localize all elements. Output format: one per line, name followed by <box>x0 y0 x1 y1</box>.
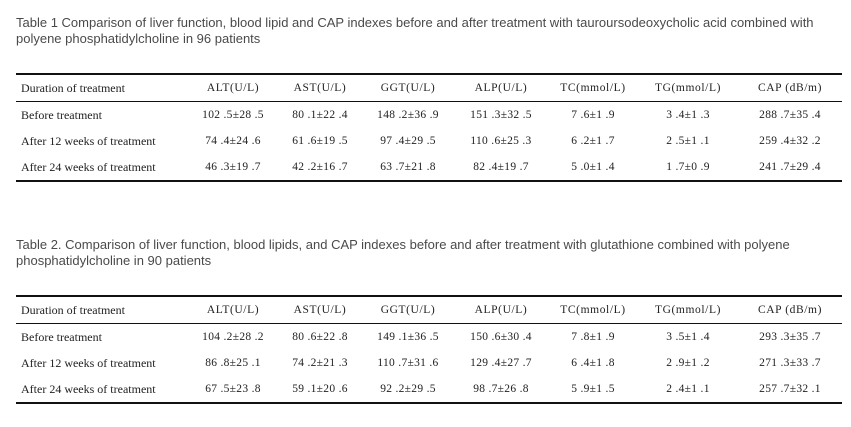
header-tc: TC(mmol/L) <box>560 82 626 94</box>
cell-tc: 7 .6±1 .9 <box>571 109 615 121</box>
cell-alt: 102 .5±28 .5 <box>202 109 264 121</box>
row-label: After 24 weeks of treatment <box>21 381 156 396</box>
row-label: Before treatment <box>21 329 102 344</box>
cell-ggt: 110 .7±31 .6 <box>377 357 439 369</box>
cell-ast: 61 .6±19 .5 <box>292 135 348 147</box>
cell-alp: 150 .6±30 .4 <box>470 331 532 343</box>
cell-tg: 2 .4±1 .1 <box>666 383 710 395</box>
cell-alt: 46 .3±19 .7 <box>205 161 261 173</box>
header-tc: TC(mmol/L) <box>560 304 626 316</box>
table1-header-row <box>16 74 842 102</box>
row-label: After 12 weeks of treatment <box>21 355 156 370</box>
table2-caption: Table 2. Comparison of liver function, blood lipids, and CAP indexes before and after treatment with glutathione combined with polyene phosphatidylcholine in 90 patients <box>16 237 790 268</box>
header-ggt: GGT(U/L) <box>380 304 436 316</box>
cell-alt: 67 .5±23 .8 <box>205 383 261 395</box>
cell-ggt: 149 .1±36 .5 <box>377 331 439 343</box>
cell-tc: 6 .4±1 .8 <box>571 357 615 369</box>
cell-tc: 5 .0±1 .4 <box>571 161 615 173</box>
header-cap: CAP (dB/m) <box>757 304 823 316</box>
cell-tg: 2 .9±1 .2 <box>666 357 710 369</box>
cell-cap: 288 .7±35 .4 <box>759 109 821 121</box>
header-alp: ALP(U/L) <box>474 82 528 94</box>
table2-header-row <box>16 296 842 324</box>
cell-tc: 7 .8±1 .9 <box>571 331 615 343</box>
header-tg: TG(mmol/L) <box>654 304 722 316</box>
cell-tc: 6 .2±1 .7 <box>571 135 615 147</box>
header-ggt: GGT(U/L) <box>380 82 436 94</box>
cell-tg: 2 .5±1 .1 <box>666 135 710 147</box>
cell-ast: 80 .1±22 .4 <box>292 109 348 121</box>
cell-tg: 3 .5±1 .4 <box>666 331 710 343</box>
cell-alp: 129 .4±27 .7 <box>470 357 532 369</box>
table-row <box>16 350 842 376</box>
cell-alt: 74 .4±24 .6 <box>205 135 261 147</box>
cell-alp: 82 .4±19 .7 <box>473 161 529 173</box>
header-duration: Duration of treatment <box>21 80 125 95</box>
table1 <box>16 73 842 182</box>
cell-alp: 110 .6±25 .3 <box>470 135 532 147</box>
cell-ast: 80 .6±22 .8 <box>292 331 348 343</box>
cell-cap: 257 .7±32 .1 <box>759 383 821 395</box>
cell-tc: 5 .9±1 .5 <box>571 383 615 395</box>
cell-ggt: 97 .4±29 .5 <box>380 135 436 147</box>
header-tg: TG(mmol/L) <box>654 82 722 94</box>
cell-cap: 259 .4±32 .2 <box>759 135 821 147</box>
cell-alt: 104 .2±28 .2 <box>202 331 264 343</box>
table1-caption: Table 1 Comparison of liver function, blood lipid and CAP indexes before and after treatment with tauroursodeoxycholic acid combined with polyene phosphatidylcholine in 96 patients <box>16 15 814 46</box>
cell-ggt: 63 .7±21 .8 <box>380 161 436 173</box>
row-label: After 12 weeks of treatment <box>21 133 156 148</box>
table2 <box>16 295 842 404</box>
cell-ggt: 92 .2±29 .5 <box>380 383 436 395</box>
table-row <box>16 324 842 351</box>
header-alt: ALT(U/L) <box>206 304 260 316</box>
header-duration: Duration of treatment <box>21 302 125 317</box>
cell-cap: 241 .7±29 .4 <box>759 161 821 173</box>
cell-ast: 42 .2±16 .7 <box>292 161 348 173</box>
header-alt: ALT(U/L) <box>206 82 260 94</box>
table-row <box>16 154 842 181</box>
cell-ast: 74 .2±21 .3 <box>292 357 348 369</box>
header-alp: ALP(U/L) <box>474 304 528 316</box>
table-row <box>16 128 842 154</box>
cell-alp: 98 .7±26 .8 <box>473 383 529 395</box>
cell-ggt: 148 .2±36 .9 <box>377 109 439 121</box>
header-ast: AST(U/L) <box>293 82 347 94</box>
cell-cap: 293 .3±35 .7 <box>759 331 821 343</box>
row-label: Before treatment <box>21 107 102 122</box>
row-label: After 24 weeks of treatment <box>21 159 156 174</box>
table-row <box>16 102 842 129</box>
cell-cap: 271 .3±33 .7 <box>759 357 821 369</box>
header-ast: AST(U/L) <box>293 304 347 316</box>
cell-ast: 59 .1±20 .6 <box>292 383 348 395</box>
cell-alp: 151 .3±32 .5 <box>470 109 532 121</box>
table-row <box>16 376 842 403</box>
cell-alt: 86 .8±25 .1 <box>205 357 261 369</box>
cell-tg: 1 .7±0 .9 <box>666 161 710 173</box>
header-cap: CAP (dB/m) <box>757 82 823 94</box>
cell-tg: 3 .4±1 .3 <box>666 109 710 121</box>
